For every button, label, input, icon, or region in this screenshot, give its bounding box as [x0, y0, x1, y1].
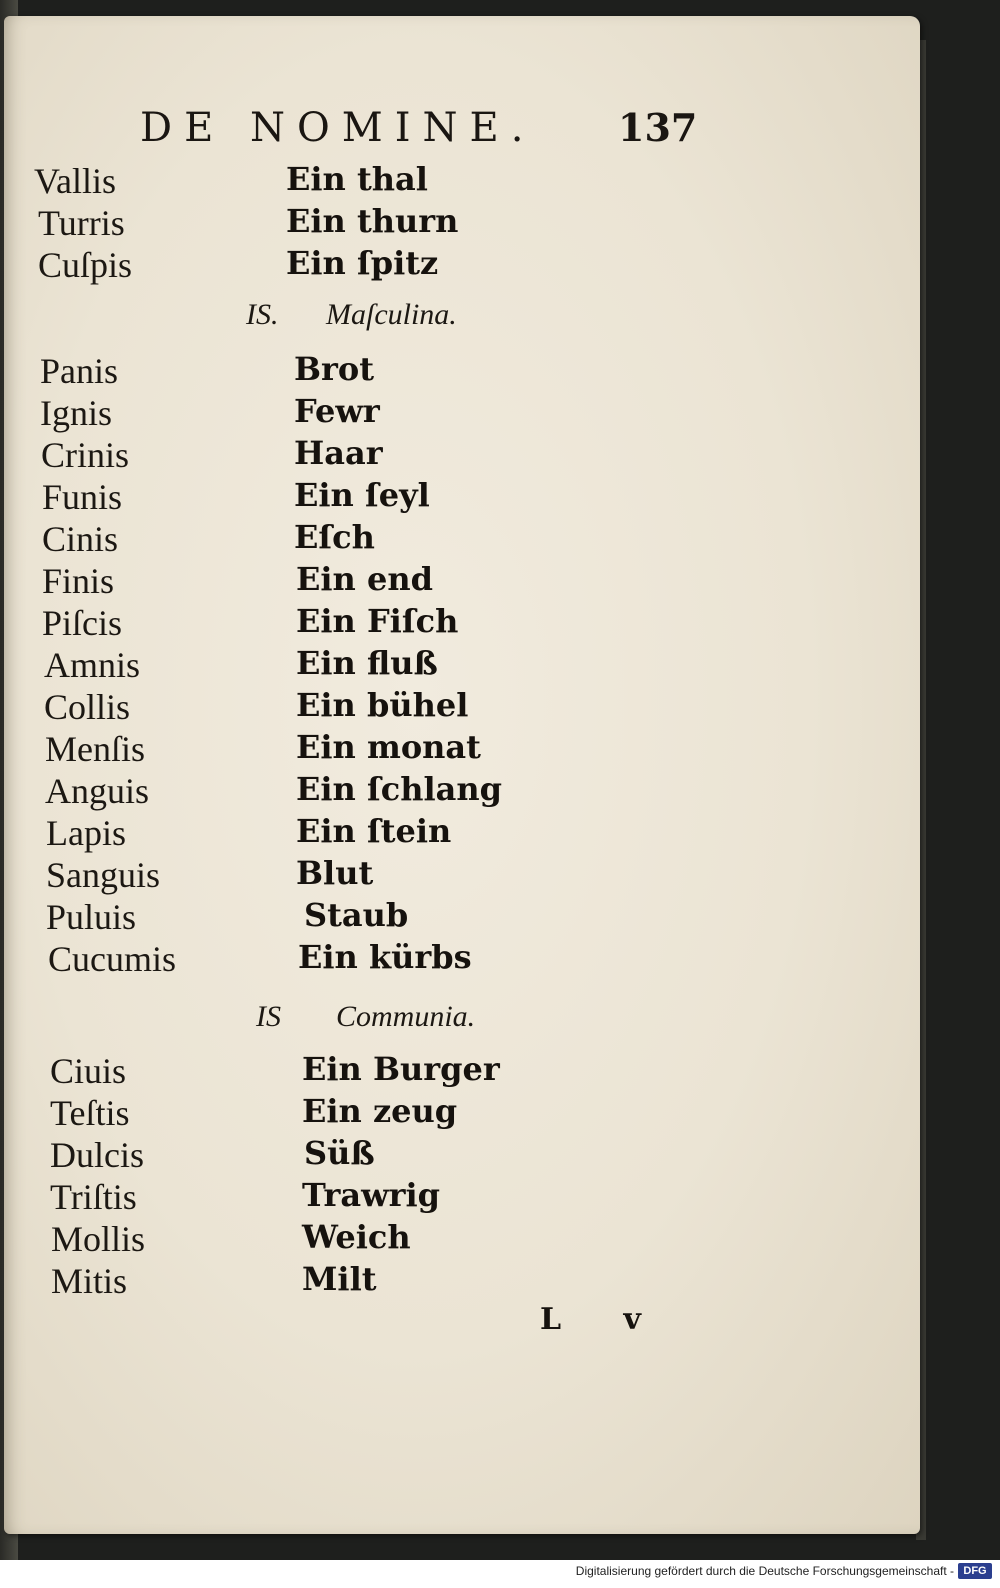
list-item [40, 392, 740, 434]
german-word: Brot [294, 350, 375, 388]
list-item [44, 644, 744, 686]
german-word: Fewr [294, 392, 380, 430]
latin-word: Mitis [51, 1261, 128, 1301]
latin-word: Finis [42, 561, 115, 601]
list-item [50, 1092, 750, 1134]
section-heading-masculina [246, 298, 457, 332]
list-item [34, 160, 734, 202]
list-item [50, 1176, 750, 1218]
section-label: Communia. [336, 1000, 476, 1033]
list-item [46, 896, 746, 938]
list-item [41, 434, 741, 476]
german-word: Süß [304, 1134, 375, 1172]
list-item [51, 1260, 751, 1302]
latin-word: Cuſpis [38, 245, 133, 285]
german-word: Ein ſeyl [294, 476, 430, 514]
signature-mark: L v [540, 1302, 667, 1337]
german-word: Milt [302, 1260, 377, 1298]
german-word: Ein fluß [296, 644, 438, 682]
list-item [38, 202, 738, 244]
latin-word: Puluis [46, 897, 137, 937]
german-word: Staub [304, 896, 409, 934]
section-ending: IS. [246, 298, 279, 331]
list-item [38, 244, 738, 286]
latin-word: Dulcis [50, 1135, 144, 1175]
list-item [40, 350, 740, 392]
list-item [46, 854, 746, 896]
german-word: Ein kürbs [298, 938, 472, 976]
latin-word: Collis [44, 687, 131, 727]
latin-word: Lapis [46, 813, 126, 853]
latin-word: Menſis [45, 729, 146, 769]
latin-word: Funis [42, 477, 123, 517]
german-word: Ein thurn [286, 202, 459, 240]
german-word: Ein monat [296, 728, 481, 766]
dfg-logo: DFG [958, 1563, 992, 1579]
section-heading-communia [256, 1000, 475, 1034]
list-item [42, 518, 742, 560]
list-item [45, 770, 745, 812]
list-item [45, 728, 745, 770]
german-word: Ein bühel [296, 686, 469, 724]
german-word: Blut [296, 854, 374, 892]
latin-word: Turris [38, 203, 125, 243]
german-word: Ein zeug [302, 1092, 458, 1130]
german-word: Ein ſchlang [296, 770, 502, 808]
latin-word: Triſtis [50, 1177, 137, 1217]
german-word: Ein ſpitz [286, 244, 439, 282]
german-word: Ein end [296, 560, 433, 598]
list-item [50, 1050, 750, 1092]
latin-word: Amnis [44, 645, 141, 685]
latin-word: Cinis [42, 519, 119, 559]
latin-word: Piſcis [42, 603, 123, 643]
latin-word: Panis [40, 351, 119, 391]
funding-credit: Digitalisierung gefördert durch die Deutsche Forschungsgemeinschaft - [575, 1564, 954, 1578]
german-word: Ein Fiſch [296, 602, 459, 640]
latin-word: Crinis [41, 435, 130, 475]
latin-word: Vallis [34, 161, 117, 201]
list-item [48, 938, 748, 980]
list-item [42, 560, 742, 602]
running-title: DE NOMINE. [140, 105, 536, 151]
latin-word: Sanguis [46, 855, 161, 895]
section-label: Maſculina. [326, 298, 457, 331]
german-word: Ein thal [286, 160, 428, 198]
latin-word: Ciuis [50, 1051, 127, 1091]
latin-word: Teſtis [50, 1093, 130, 1133]
german-word: Eſch [294, 518, 375, 556]
list-item [50, 1134, 750, 1176]
german-word: Haar [294, 434, 383, 472]
latin-word: Anguis [45, 771, 150, 811]
german-word: Ein ſtein [296, 812, 452, 850]
list-item [46, 812, 746, 854]
german-word: Trawrig [302, 1176, 441, 1214]
german-word: Ein Burger [302, 1050, 500, 1088]
list-item [44, 686, 744, 728]
list-item [42, 602, 742, 644]
page-number: 137 [618, 105, 698, 150]
section-ending: IS [256, 1000, 281, 1033]
latin-word: Cucumis [48, 939, 177, 979]
list-item [42, 476, 742, 518]
latin-word: Mollis [51, 1219, 146, 1259]
list-item [51, 1218, 751, 1260]
latin-word: Ignis [40, 393, 112, 433]
german-word: Weich [302, 1218, 411, 1256]
